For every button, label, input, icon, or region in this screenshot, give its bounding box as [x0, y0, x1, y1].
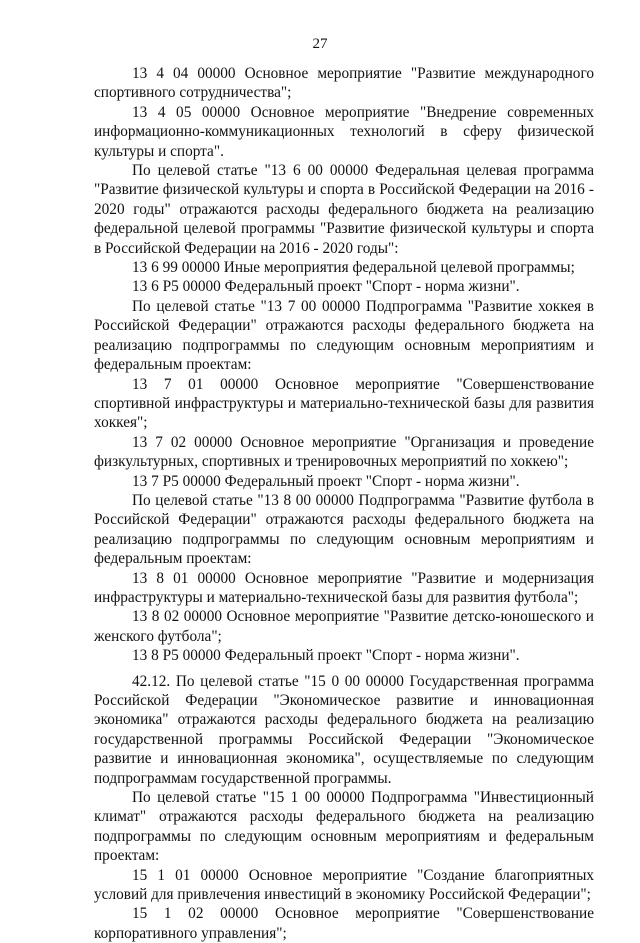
paragraph-13-4-05: 13 4 05 00000 Основное мероприятие "Внедрение современных информационно-коммуникационных технологий в сферу физической культуры и спорта".	[94, 103, 594, 160]
paragraph-13-8-02: 13 8 02 00000 Основное мероприятие "Развитие детско-юношеского и женского футбола";	[94, 608, 594, 645]
paragraph-42-12: 42.12. По целевой статье "15 0 00 00000 Государственная программа Российской Федерации "Экономическое развитие и инновационная экономика" отражаются расходы федерального бюджета на реализацию государственной программы Российской Федерации "Экономическое развитие и инновационная экономика", осуществляемые по следующим подпрограммам государственной программы.	[94, 672, 594, 787]
paragraph-13-4-04: 13 4 04 00000 Основное мероприятие "Развитие международного спортивного сотрудничества";	[94, 65, 594, 102]
paragraph-13-6-p5: 13 6 P5 00000 Федеральный проект "Спорт - норма жизни".	[132, 278, 520, 296]
paragraph-13-6-99: 13 6 99 00000 Иные мероприятия федеральной целевой программы;	[132, 259, 575, 277]
paragraph-13-7-02: 13 7 02 00000 Основное мероприятие "Организация и проведение физкультурных, спортивных и тренировочных мероприятий по хоккею";	[94, 433, 594, 471]
paragraph-13-8-00: По целевой статье "13 8 00 00000 Подпрограмма "Развитие футбола в Российской Федерации" отражаются расходы федерального бюджета на реализацию подпрограммы по следующим основным мероприятиям и федеральным проектам:	[94, 491, 594, 568]
paragraph-13-8-01: 13 8 01 00000 Основное мероприятие "Развитие и модернизация инфраструктуры и материально-технической базы для развития футбола";	[94, 569, 594, 606]
paragraph-15-1-01: 15 1 01 00000 Основное мероприятие "Создание благоприятных условий для привлечения инвестиций в экономику Российской Федерации";	[94, 866, 594, 904]
paragraph-13-7-01: 13 7 01 00000 Основное мероприятие "Совершенствование спортивной инфраструктуры и материально-технической базы для развития хоккея";	[94, 375, 594, 432]
paragraph-13-7-00: По целевой статье "13 7 00 00000 Подпрограмма "Развитие хоккея в Российской Федерации" отражаются расходы федерального бюджета на реализацию подпрограммы по следующим основным мероприятиям и федеральным проектам:	[94, 297, 594, 374]
paragraph-13-7-p5: 13 7 P5 00000 Федеральный проект "Спорт - норма жизни".	[132, 472, 520, 490]
document-body	[94, 64, 594, 943]
paragraph-13-8-p5: 13 8 P5 00000 Федеральный проект "Спорт - норма жизни".	[132, 647, 520, 665]
paragraph-15-1-02: 15 1 02 00000 Основное мероприятие "Совершенствование корпоративного управления";	[94, 905, 594, 942]
paragraph-15-1-00: По целевой статье "15 1 00 00000 Подпрограмма "Инвестиционный климат" отражаются расходы федерального бюджета на реализацию подпрограммы по следующим основным мероприятиям и федеральным проектам:	[94, 789, 594, 865]
page-number: 27	[312, 36, 328, 52]
paragraph-13-6-00: По целевой статье "13 6 00 00000 Федеральная целевая программа "Развитие физической культуры и спорта в Российской Федерации на 2016 - 2020 годы" отражаются расходы федерального бюджета на реализацию федеральной целевой программы "Развитие физической культуры и спорта в Российской Федерации на 2016 - 2020 годы":	[94, 162, 594, 257]
